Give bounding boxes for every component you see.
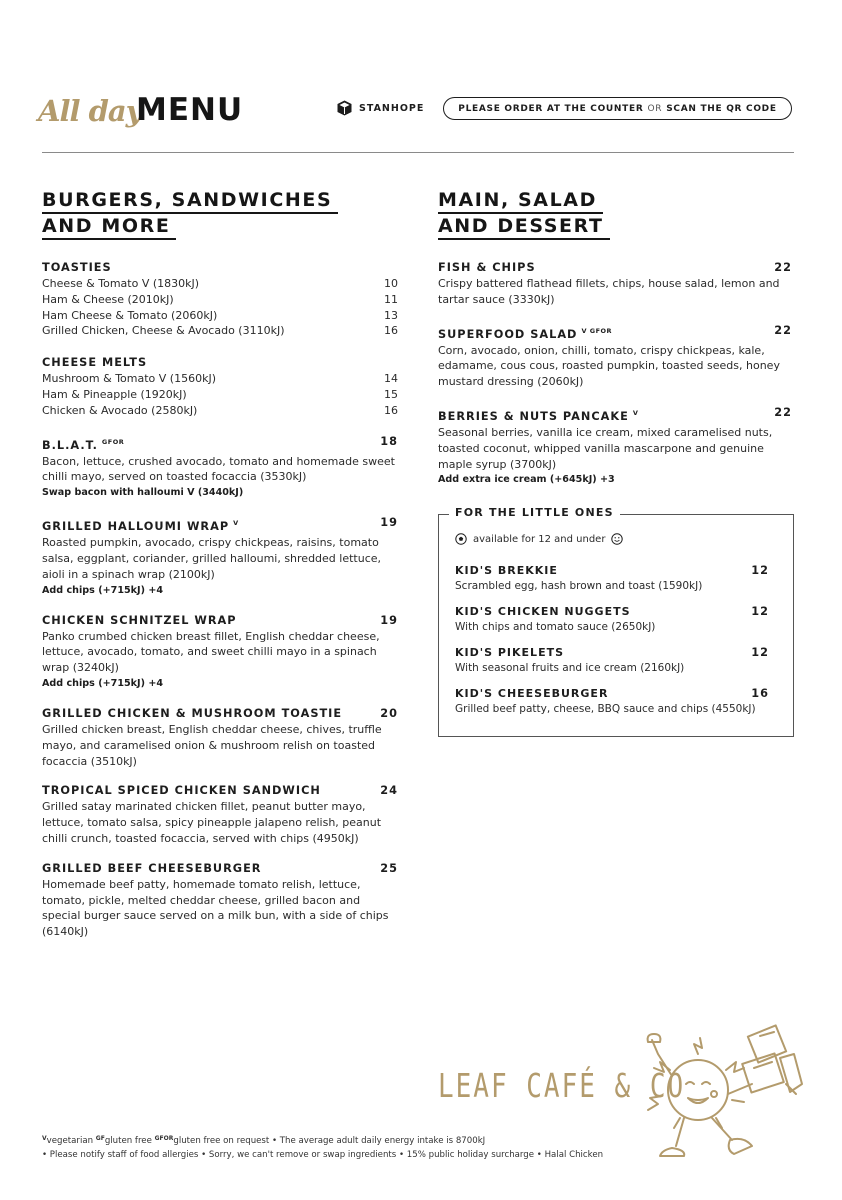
schnitzel-section — [42, 613, 398, 692]
blat-note: Swap bacon with halloumi V (3440kJ) — [42, 487, 244, 499]
schnitzel-description: Panko crumbed chicken breast fillet, English cheddar cheese, lettuce, avocado, tomato, and sweet chilli mayo in a spinach wrap (3240kJ) — [42, 629, 380, 675]
blat-description: Bacon, lettuce, crushed avocado, tomato and homemade sweet chilli mayo, served on toasted focaccia (3530kJ) — [42, 454, 395, 484]
stanhope-cube-icon — [337, 100, 352, 116]
left-column — [42, 188, 398, 940]
order-counter-text: PLEASE ORDER AT THE COUNTER — [458, 103, 644, 114]
kids-item: KID'S CHICKEN NUGGETS 12 With chips and tomato sauce (2650kJ) — [455, 605, 769, 633]
kids-availability: available for 12 and under — [455, 533, 623, 545]
salad-heading: SUPERFOOD SALAD $^{V GFOR}$ 22 — [438, 323, 792, 341]
pancake-section — [438, 405, 792, 488]
fish-description: Crispy battered flathead fillets, chips, house salad, lemon and tartar sauce (3330kJ) — [438, 277, 780, 306]
tropical-heading: TROPICAL SPICED CHICKEN SANDWICH 24 — [42, 784, 398, 798]
tropical-description: Grilled satay marinated chicken fillet, peanut butter mayo, lettuce, tomato salsa, spicy pineapple jalapeno relish, peanut chilli crunch, toasted focaccia, served with chips (4950kJ) — [42, 800, 382, 845]
kids-item: KID'S BREKKIE 12 Scrambled egg, hash brown and toast (1590kJ) — [455, 564, 769, 592]
list-item: Cheese & Tomato V (1830kJ) 10 — [42, 277, 398, 290]
fish-heading: FISH & CHIPS 22 — [438, 261, 792, 274]
cheese-melts-heading: CHEESE MELTS — [42, 356, 148, 370]
schnitzel-note: Add chips (+715kJ) +4 — [42, 677, 164, 689]
footnote-line2: • Please notify staff of food allergies • Sorry, we can't remove or swap ingredients • 15% public holiday surcharge • Halal Chicken — [42, 1150, 604, 1160]
list-item: Ham & Pineapple (1920kJ) 15 — [42, 387, 398, 401]
mushroom-toastie-section — [42, 706, 398, 769]
cheese-melts-section — [42, 355, 398, 418]
soccer-ball-icon — [455, 533, 467, 545]
stanhope-brand — [337, 100, 424, 116]
list-item: Grilled Chicken, Cheese & Avocado (3110kJ) 16 — [42, 324, 398, 338]
right-column-title — [438, 188, 792, 240]
stanhope-label: STANHOPE — [359, 102, 425, 114]
footnote — [42, 1132, 603, 1162]
right-title-line2: AND DESSERT — [438, 214, 610, 240]
left-title-line2: AND MORE — [42, 214, 176, 240]
header-divider — [42, 152, 794, 153]
mushroom-toastie-description: Grilled chicken breast, English cheddar cheese, chives, truffle mayo, and caramelised onion & mushroom relish on toasted focaccia (3510kJ) — [42, 722, 382, 768]
right-column — [438, 188, 792, 488]
order-instructions-pill — [443, 97, 792, 120]
left-title-line1: BURGERS, SANDWICHES — [42, 188, 338, 214]
cheeseburger-description: Homemade beef patty, homemade tomato relish, lettuce, tomato, pickle, melted cheddar cheese, grilled bacon and special burger sauce served on a milk bun, with a side of chips (6140kJ) — [42, 877, 389, 939]
salad-description: Corn, avocado, onion, chilli, tomato, crispy chickpeas, kale, edamame, cous cous, roasted pumpkin, toasted seeds, honey mustard dressing (2060kJ) — [438, 343, 780, 389]
list-item: Ham & Cheese (2010kJ) 11 — [42, 292, 398, 306]
toasties-heading: TOASTIES — [42, 261, 112, 274]
kids-item: KID'S PIKELETS 12 With seasonal fruits and ice cream (2160kJ) — [455, 646, 769, 674]
list-item: Chicken & Avocado (2580kJ) 16 — [42, 403, 398, 417]
right-title-line1: MAIN, SALAD — [438, 188, 603, 214]
schnitzel-heading: CHICKEN SCHNITZEL WRAP 19 — [42, 613, 398, 627]
fish-section — [438, 260, 792, 308]
pancake-description: Seasonal berries, vanilla ice cream, mixed caramelised nuts, toasted coconut, whipped vanilla mascarpone and genuine maple syrup (3700kJ) — [438, 425, 773, 471]
toasties-section — [42, 260, 398, 339]
order-or-text: OR — [647, 103, 663, 114]
footnote-line1: $^V$vegetarian $^{GF}$gluten free $^{GFOR}$gluten free on request • The average adult daily energy intake is 8700kJ — [42, 1135, 486, 1146]
salad-section — [438, 323, 792, 390]
cheeseburger-section — [42, 861, 398, 940]
kids-item: KID'S CHEESEBURGER 16 Grilled beef patty, cheese, BBQ sauce and chips (4550kJ) — [455, 687, 769, 715]
cheeseburger-heading: GRILLED BEEF CHEESEBURGER 25 — [42, 861, 398, 875]
pancake-note: Add extra ice cream (+645kJ) +3 — [438, 474, 615, 486]
halloumi-description: Roasted pumpkin, avocado, crispy chickpeas, raisins, tomato salsa, eggplant, coriander, grilled halloumi, shredded lettuce, aioli in a spinach wrap (2100kJ) — [42, 536, 382, 581]
list-item: Mushroom & Tomato V (1560kJ) 14 — [42, 372, 398, 386]
order-qr-text: SCAN THE QR CODE — [666, 103, 777, 114]
pancake-heading: BERRIES & NUTS PANCAKE $^V$ 22 — [438, 405, 792, 423]
halloumi-heading: GRILLED HALLOUMI WRAP $^V$ 19 — [42, 516, 398, 534]
halloumi-section — [42, 515, 398, 598]
leaf-cafe-logo: LEAF CAFÉ & CO — [438, 1068, 686, 1106]
tropical-section — [42, 783, 398, 846]
kids-menu-box — [438, 506, 794, 737]
menu-title: MENU — [136, 92, 244, 128]
blat-section — [42, 434, 398, 502]
kids-title: FOR THE LITTLE ONES — [449, 506, 620, 519]
list-item: Ham Cheese & Tomato (2060kJ) 13 — [42, 308, 398, 322]
mushroom-toastie-heading: GRILLED CHICKEN & MUSHROOM TOASTIE 20 — [42, 706, 398, 720]
all-day-script-title: All day — [38, 94, 142, 128]
smiley-icon — [611, 533, 623, 545]
sun-mascot-illustration — [636, 1018, 816, 1170]
halloumi-note: Add chips (+715kJ) +4 — [42, 584, 164, 596]
blat-heading: B.L.A.T. $^{GFOR}$ 18 — [42, 434, 398, 452]
left-column-title — [42, 188, 398, 240]
